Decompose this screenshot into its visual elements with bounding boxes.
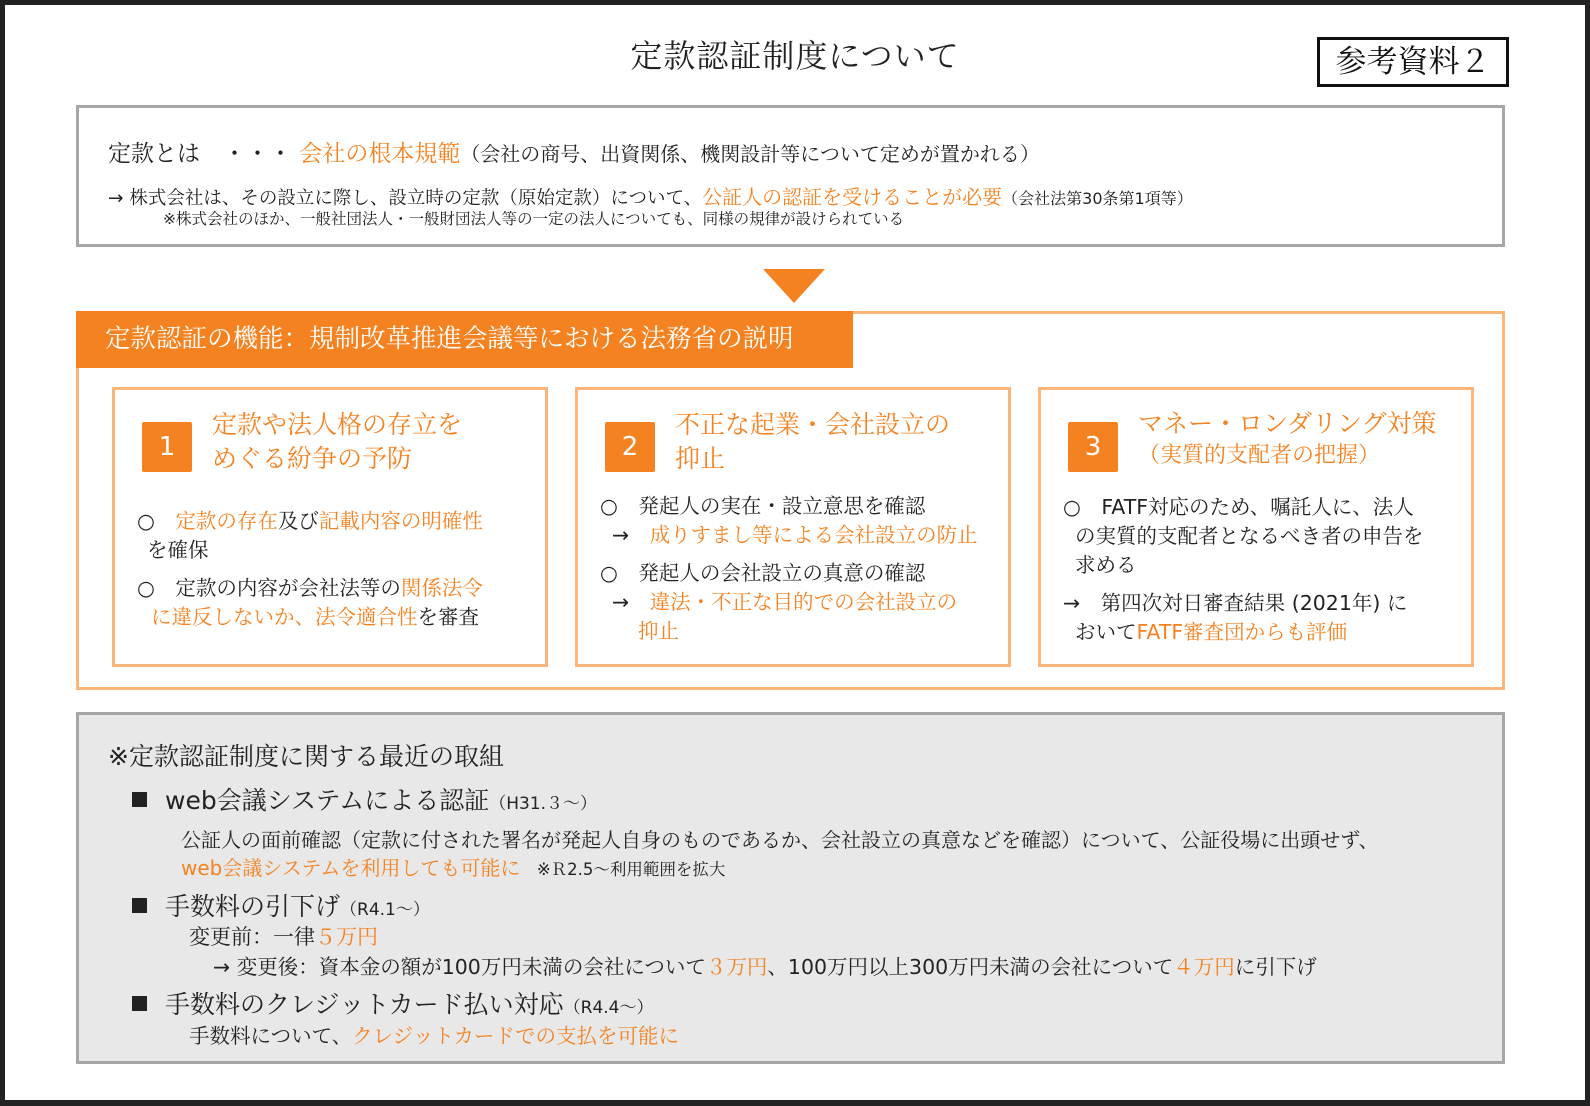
definition-highlight: 会社の根本規範 xyxy=(299,141,461,167)
card-bullet xyxy=(137,507,483,565)
card-title xyxy=(212,408,462,476)
initiative-note: ※Ｒ2.5～利用範囲を拡大 xyxy=(520,860,726,879)
function-card-2 xyxy=(575,387,1011,667)
reference-badge: 参考資料２ xyxy=(1317,37,1509,87)
card-title-line: 定款や法人格の存立を xyxy=(212,410,463,439)
card-title xyxy=(675,408,950,476)
card-bullet xyxy=(1063,589,1407,647)
legal-reference: （会社法第30条第1項等） xyxy=(1002,189,1193,208)
definition-box xyxy=(76,105,1505,247)
requirement-text: → 株式会社は、その設立に際し、設立時の定款（原始定款）について、 xyxy=(108,188,703,209)
highlight-text: 成りすまし等による会社設立の防止 xyxy=(649,523,978,547)
fee-value: ５万円 xyxy=(315,925,378,949)
card-bullet xyxy=(600,492,978,550)
initiative-period: （R4.4～） xyxy=(563,998,654,1018)
card-title-line: めぐる紛争の予防 xyxy=(212,444,413,473)
initiative-period: （R4.1～） xyxy=(340,900,430,920)
initiative-title-text: web会議システムによる認証 xyxy=(165,786,490,815)
square-bullet-icon xyxy=(132,996,147,1011)
initiative-desc xyxy=(181,852,725,881)
fee-label: 、100万円以上300万円未満の会社について xyxy=(767,955,1174,979)
bullet-text: おいて xyxy=(1075,620,1137,644)
fee-after xyxy=(213,950,1317,980)
card-title-line: マネー・ロンダリング対策 xyxy=(1138,409,1437,438)
fee-value: ４万円 xyxy=(1173,955,1235,979)
arrow-marker: → xyxy=(612,590,650,614)
card-title-line: （実質的支配者の把握） xyxy=(1138,443,1381,468)
bullet-text: を審査 xyxy=(417,605,479,629)
initiative-desc-text: 手数料について、 xyxy=(189,1024,353,1048)
bullet-text: → 第四次対日審査結果 (2021年) に xyxy=(1063,591,1408,615)
bullet-text: の実質的支配者となるべき者の申告を xyxy=(1075,524,1424,548)
functions-heading: 定款認証の機能：規制改革推進会議等における法務省の説明 xyxy=(76,311,853,368)
card-title-line: 抑止 xyxy=(675,444,726,473)
card-title-line: 不正な起業・会社設立の xyxy=(675,410,951,439)
document-page xyxy=(5,5,1585,1100)
card-title xyxy=(1138,408,1437,472)
initiative-title xyxy=(132,781,597,817)
fee-before xyxy=(189,921,378,951)
square-bullet-icon xyxy=(132,792,147,807)
bullet-text: 求める xyxy=(1075,553,1137,577)
highlight-text: FATF審査団からも評価 xyxy=(1136,620,1348,644)
initiative-title xyxy=(132,985,654,1021)
card-bullet xyxy=(1063,493,1424,580)
card-number-badge: 2 xyxy=(605,422,655,472)
requirement-line xyxy=(108,181,1193,210)
fee-label: 変更前：一律 xyxy=(189,925,315,949)
function-card-3 xyxy=(1038,387,1474,667)
card-number-badge: 1 xyxy=(142,422,192,472)
functions-box xyxy=(76,311,1505,690)
arrow-marker: → xyxy=(612,523,650,547)
bullet-marker: ○ xyxy=(137,509,176,533)
highlight-text: 定款の存在 xyxy=(175,509,278,533)
bullet-text: を確保 xyxy=(147,538,209,562)
highlight-text: 抑止 xyxy=(638,619,679,643)
highlight-text: 関係法令 xyxy=(400,576,483,600)
initiative-period: （H31.３～） xyxy=(489,794,598,814)
initiative-title-text: 手数料の引下げ xyxy=(165,892,341,921)
initiative-desc xyxy=(189,1019,679,1049)
fee-value: ３万円 xyxy=(705,955,768,979)
initiative-title-text: 手数料のクレジットカード払い対応 xyxy=(165,990,564,1019)
card-bullet xyxy=(137,574,483,632)
card-bullet xyxy=(600,559,957,646)
bullet-text: ○ 発起人の会社設立の真意の確認 xyxy=(600,561,926,585)
highlight-text: 違法・不正な目的での会社設立の xyxy=(649,590,958,614)
fee-label: に引下げ xyxy=(1234,955,1317,979)
recent-initiatives-box xyxy=(76,712,1505,1064)
bullet-text: ○ 定款の内容が会社法等の xyxy=(137,576,401,600)
square-bullet-icon xyxy=(132,898,147,913)
page-title: 定款認証制度について xyxy=(630,37,960,75)
initiative-desc: 公証人の面前確認（定款に付された署名が発起人自身のものであるか、会社設立の真意などを確認）について、公証役場に出頭せず、 xyxy=(181,828,1379,852)
requirement-highlight: 公証人の認証を受けることが必要 xyxy=(702,185,1003,209)
bullet-text: 及び xyxy=(277,509,319,533)
definition-term: 定款とは ・・・ xyxy=(108,141,300,167)
highlight-text: に違反しないか、法令適合性 xyxy=(151,605,418,629)
definition-line xyxy=(108,135,1040,168)
highlight-text: 記載内容の明確性 xyxy=(318,509,483,533)
function-card-1 xyxy=(112,387,548,667)
definition-detail: （会社の商号、出資関係、機関設計等について定めが置かれる） xyxy=(460,142,1040,166)
initiative-title xyxy=(132,887,430,923)
bullet-text: ○ FATF対応のため、嘱託人に、法人 xyxy=(1063,495,1414,519)
bullet-text: ○ 発起人の実在・設立意思を確認 xyxy=(600,494,926,518)
definition-note: ※株式会社のほか、一般社団法人・一般財団法人等の一定の法人についても、同様の規律が設けられている xyxy=(163,210,905,228)
highlight-text: web会議システムを利用しても可能に xyxy=(181,856,521,880)
recent-heading: ※定款認証制度に関する最近の取組 xyxy=(108,742,504,771)
card-number-badge: 3 xyxy=(1068,422,1118,472)
fee-label: → 変更後：資本金の額が100万円未満の会社について xyxy=(213,955,706,979)
arrow-down-icon xyxy=(763,269,825,303)
highlight-text: クレジットカードでの支払を可能に xyxy=(352,1024,680,1048)
